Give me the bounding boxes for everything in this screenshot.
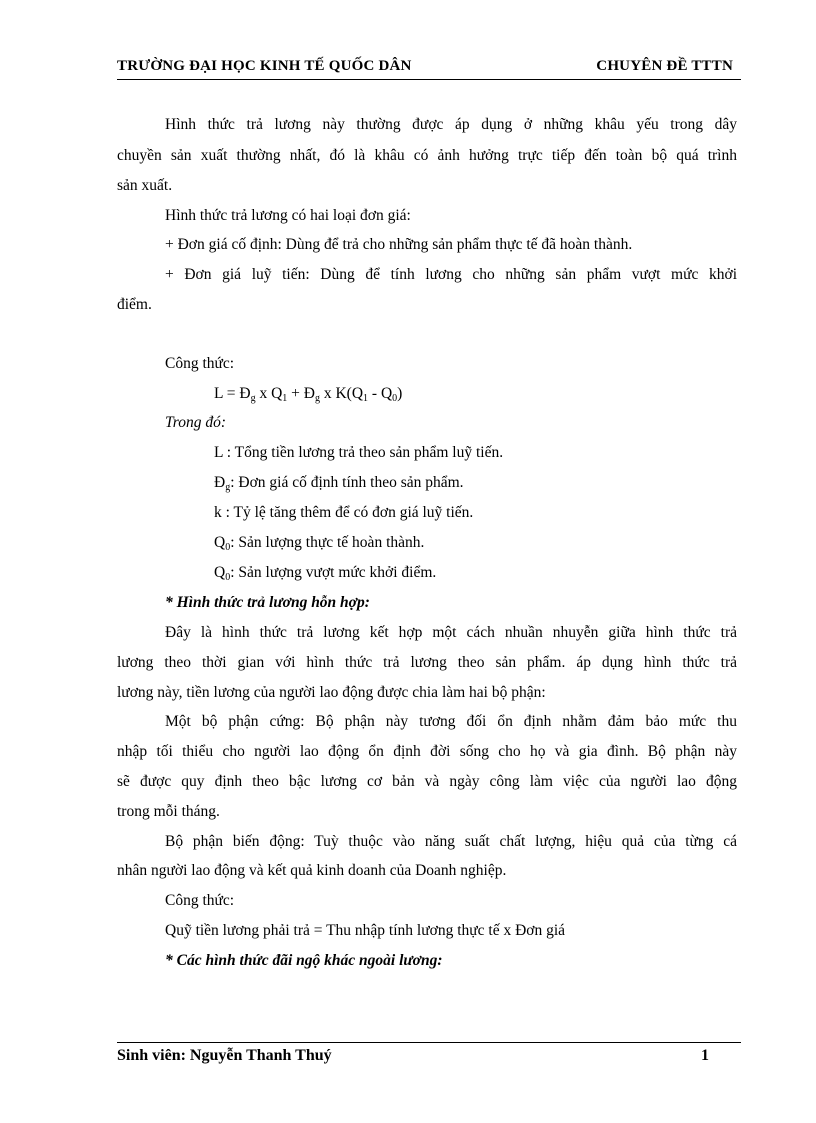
footer-divider xyxy=(117,1042,741,1043)
paragraph-line: Đây là hình thức trả lương kết hợp một cách nhuần nhuyễn giữa hình thức trả xyxy=(165,624,737,641)
paragraph-line: sẽ được quy định theo bậc lương cơ bản và ngày công làm việc của người lao động xyxy=(117,773,737,790)
paragraph-line: Hình thức trả lương này thường được áp dụng ở những khâu yếu trong dây xyxy=(165,116,737,133)
paragraph-line: + Đơn giá cố định: Dùng để trả cho những sản phẩm thực tế đã hoàn thành. xyxy=(165,236,633,253)
definition-item: L : Tổng tiền lương trả theo sản phẩm luỹ tiến. xyxy=(214,444,504,461)
page-footer xyxy=(117,1047,709,1069)
section-heading: * Hình thức trả lương hỗn hợp: xyxy=(165,594,370,611)
page-header xyxy=(117,58,733,78)
formula-label: Công thức: xyxy=(165,355,235,372)
formula: $L = Đ_g$ x $Q_1$ + $Đ_g$ x $K(Q_1 - Q_0)$ xyxy=(214,385,403,404)
paragraph-line: sản xuất. xyxy=(117,177,173,194)
report-title: CHUYÊN ĐỀ TTTN xyxy=(596,58,733,74)
paragraph-line: + Đơn giá luỹ tiến: Dùng để tính lương cho những sản phẩm vượt mức khởi xyxy=(165,266,737,283)
student-name: Sinh viên: Nguyễn Thanh Thuý xyxy=(117,1047,332,1064)
definition-item: k : Tỷ lệ tăng thêm để có đơn giá luỹ tiến. xyxy=(214,504,474,521)
definition-item: $Q_0$: Sản lượng thực tế hoàn thành. xyxy=(214,534,425,553)
paragraph-line: nhân người lao động và kết quả kinh doanh của Doanh nghiệp. xyxy=(117,862,507,879)
definition-item: $Q_0$: Sản lượng vượt mức khởi điểm. xyxy=(214,564,437,583)
header-divider xyxy=(117,79,741,80)
paragraph-line: trong mỗi tháng. xyxy=(117,803,220,820)
definition-item: $Đ_g$: Đơn giá cố định tính theo sản phẩm. xyxy=(214,474,464,493)
university-name: TRƯỜNG ĐẠI HỌC KINH TẾ QUỐC DÂN xyxy=(117,58,412,74)
where-label: Trong đó: xyxy=(165,414,227,431)
paragraph-line: lương này, tiền lương của người lao động được chia làm hai bộ phận: xyxy=(117,684,546,701)
paragraph-line: Bộ phận biến động: Tuỳ thuộc vào năng suất chất lượng, hiệu quả của từng cá xyxy=(165,833,737,850)
formula: Quỹ tiền lương phải trả = Thu nhập tính lương thực tế x Đơn giá xyxy=(165,922,566,939)
paragraph-line: lương theo thời gian với hình thức trả lương theo sản phẩm. áp dụng hình thức trả xyxy=(117,654,737,671)
section-heading: * Các hình thức đãi ngộ khác ngoài lương: xyxy=(165,952,443,969)
paragraph-line: Một bộ phận cứng: Bộ phận này tương đối ổn định nhằm đảm bảo mức thu xyxy=(165,713,737,730)
page-number: 1 xyxy=(701,1047,709,1064)
paragraph-line: Hình thức trả lương có hai loại đơn giá: xyxy=(165,207,411,224)
formula-label: Công thức: xyxy=(165,892,235,909)
paragraph-line: điểm. xyxy=(117,296,152,313)
paragraph-line: chuyền sản xuất thường nhất, đó là khâu có ảnh hưởng trực tiếp đến toàn bộ quá trình xyxy=(117,147,737,164)
paragraph-line: nhập tối thiểu cho người lao động ổn định đời sống cho họ và gia đình. Bộ phận này xyxy=(117,743,737,760)
